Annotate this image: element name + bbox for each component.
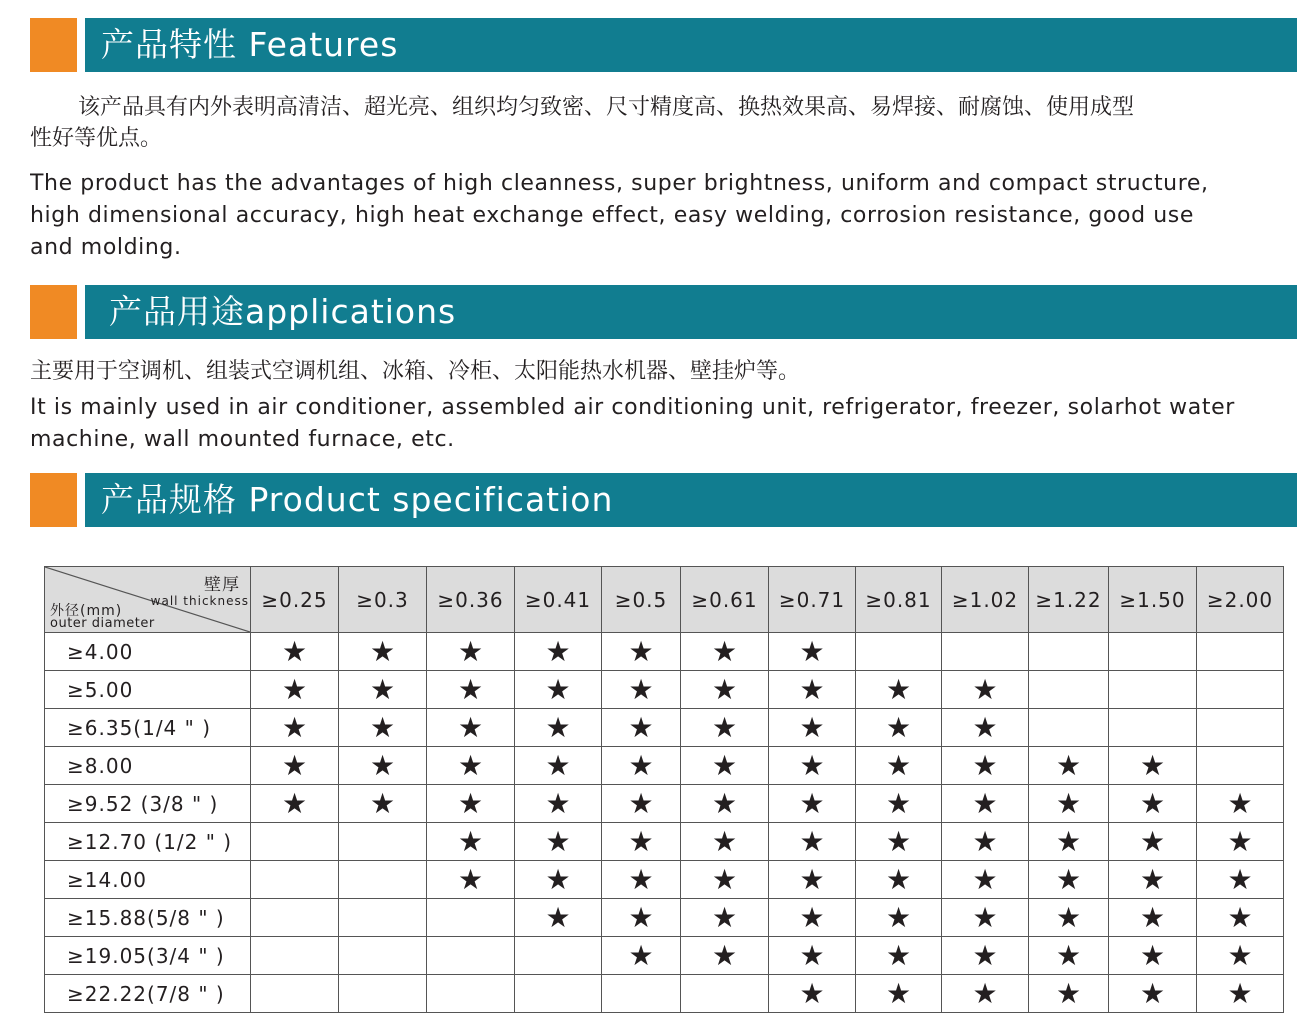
empty-cell [339,899,427,937]
empty-cell [1029,671,1109,709]
table-row [45,937,1284,975]
empty-cell [942,633,1029,671]
empty-cell [427,899,515,937]
empty-cell [1029,633,1109,671]
star-icon: ★ [769,975,856,1013]
star-icon: ★ [769,937,856,975]
empty-cell [1109,709,1197,747]
star-icon: ★ [769,899,856,937]
empty-cell [856,633,942,671]
empty-cell [251,937,339,975]
star-icon: ★ [681,785,769,823]
empty-cell [1197,633,1284,671]
star-icon: ★ [1109,861,1197,899]
wall-thickness-header: ≥0.5 [602,567,681,633]
outer-diameter-cell: ≥14.00 [45,861,251,899]
table-row [45,823,1284,861]
outer-diameter-label-zh: 外径(mm) [50,603,123,619]
features-text-en-line2: high dimensional accuracy, high heat exchange effect, easy welding, corrosion resistance, good use [30,203,1194,228]
star-icon: ★ [769,861,856,899]
empty-cell [515,937,602,975]
star-icon: ★ [856,785,942,823]
star-icon: ★ [515,899,602,937]
outer-diameter-cell: ≥8.00 [45,747,251,785]
outer-diameter-cell: ≥4.00 [45,633,251,671]
wall-thickness-header: ≥2.00 [1197,567,1284,633]
star-icon: ★ [856,899,942,937]
wall-thickness-label-zh: 壁厚 [204,575,240,595]
table-row [45,709,1284,747]
empty-cell [1197,709,1284,747]
star-icon: ★ [856,709,942,747]
star-icon: ★ [339,747,427,785]
star-icon: ★ [251,709,339,747]
features-text-zh-line1: 该产品具有内外表明高清洁、超光亮、组织均匀致密、尺寸精度高、换热效果高、易焊接、耐腐蚀、使用成型 [78,95,1135,120]
empty-cell [1029,709,1109,747]
star-icon: ★ [856,747,942,785]
star-icon: ★ [769,823,856,861]
empty-cell [339,975,427,1013]
empty-cell [1197,671,1284,709]
star-icon: ★ [1029,785,1109,823]
star-icon: ★ [856,671,942,709]
table-row [45,899,1284,937]
empty-cell [251,899,339,937]
star-icon: ★ [515,823,602,861]
star-icon: ★ [427,747,515,785]
empty-cell [1109,633,1197,671]
star-icon: ★ [769,671,856,709]
table-row [45,975,1284,1013]
star-icon: ★ [681,937,769,975]
star-icon: ★ [1197,785,1284,823]
star-icon: ★ [427,709,515,747]
star-icon: ★ [427,823,515,861]
star-icon: ★ [339,785,427,823]
star-icon: ★ [1197,899,1284,937]
outer-diameter-cell: ≥15.88(5/8 " ) [45,899,251,937]
star-icon: ★ [515,709,602,747]
star-icon: ★ [427,671,515,709]
star-icon: ★ [1029,937,1109,975]
features-heading: 产品特性 Features [85,18,1297,72]
outer-diameter-cell: ≥9.52 (3/8 " ) [45,785,251,823]
star-icon: ★ [769,785,856,823]
wall-thickness-header: ≥0.36 [427,567,515,633]
star-icon: ★ [602,709,681,747]
star-icon: ★ [251,785,339,823]
table-row [45,747,1284,785]
star-icon: ★ [681,709,769,747]
empty-cell [251,823,339,861]
empty-cell [339,937,427,975]
orange-accent-block [30,18,77,72]
orange-accent-block [30,473,77,527]
specification-heading: 产品规格 Product specification [85,473,1297,527]
star-icon: ★ [1109,747,1197,785]
star-icon: ★ [339,709,427,747]
star-icon: ★ [251,747,339,785]
star-icon: ★ [602,937,681,975]
empty-cell [427,975,515,1013]
wall-thickness-label-en: wall thickness [150,594,249,608]
star-icon: ★ [856,975,942,1013]
star-icon: ★ [1197,823,1284,861]
star-icon: ★ [1029,823,1109,861]
star-icon: ★ [681,671,769,709]
applications-text-en-line2: machine, wall mounted furnace, etc. [30,427,455,452]
star-icon: ★ [1109,785,1197,823]
star-icon: ★ [1109,937,1197,975]
empty-cell [1197,747,1284,785]
wall-thickness-header: ≥0.25 [251,567,339,633]
star-icon: ★ [427,785,515,823]
star-icon: ★ [942,937,1029,975]
features-text-en-line1: The product has the advantages of high cleanness, super brightness, uniform and compact structure, [30,171,1209,196]
wall-thickness-header: ≥1.22 [1029,567,1109,633]
empty-cell [602,975,681,1013]
star-icon: ★ [942,899,1029,937]
wall-thickness-header: ≥0.61 [681,567,769,633]
empty-cell [1109,671,1197,709]
star-icon: ★ [856,937,942,975]
star-icon: ★ [602,747,681,785]
star-icon: ★ [427,861,515,899]
star-icon: ★ [1197,937,1284,975]
wall-thickness-header: ≥1.02 [942,567,1029,633]
star-icon: ★ [602,633,681,671]
star-icon: ★ [942,861,1029,899]
star-icon: ★ [602,861,681,899]
wall-thickness-header: ≥0.3 [339,567,427,633]
star-icon: ★ [769,633,856,671]
star-icon: ★ [515,671,602,709]
wall-thickness-header: ≥0.41 [515,567,602,633]
table-row [45,633,1284,671]
empty-cell [251,861,339,899]
star-icon: ★ [856,823,942,861]
star-icon: ★ [602,785,681,823]
star-icon: ★ [769,709,856,747]
orange-accent-block [30,285,77,339]
applications-text-zh: 主要用于空调机、组装式空调机组、冰箱、冷柜、太阳能热水机器、壁挂炉等。 [30,359,801,384]
star-icon: ★ [339,633,427,671]
star-icon: ★ [942,747,1029,785]
wall-thickness-header: ≥0.71 [769,567,856,633]
star-icon: ★ [1109,899,1197,937]
star-icon: ★ [681,861,769,899]
star-icon: ★ [681,823,769,861]
star-icon: ★ [602,671,681,709]
specification-table-body [45,633,1284,1013]
star-icon: ★ [1109,975,1197,1013]
outer-diameter-cell: ≥6.35(1/4 " ) [45,709,251,747]
star-icon: ★ [1029,747,1109,785]
star-icon: ★ [515,861,602,899]
empty-cell [427,937,515,975]
outer-diameter-cell: ≥22.22(7/8 " ) [45,975,251,1013]
table-row [45,671,1284,709]
empty-cell [515,975,602,1013]
star-icon: ★ [1197,861,1284,899]
star-icon: ★ [251,633,339,671]
outer-diameter-cell: ≥12.70 (1/2 " ) [45,823,251,861]
outer-diameter-cell: ≥19.05(3/4 " ) [45,937,251,975]
outer-diameter-cell: ≥5.00 [45,671,251,709]
star-icon: ★ [1029,899,1109,937]
features-text-zh-line2: 性好等优点。 [30,126,163,151]
star-icon: ★ [1029,975,1109,1013]
empty-cell [681,975,769,1013]
star-icon: ★ [515,785,602,823]
star-icon: ★ [1109,823,1197,861]
star-icon: ★ [251,671,339,709]
table-corner-cell [45,567,251,633]
star-icon: ★ [339,671,427,709]
star-icon: ★ [942,975,1029,1013]
star-icon: ★ [427,633,515,671]
star-icon: ★ [1197,975,1284,1013]
table-row [45,861,1284,899]
star-icon: ★ [681,633,769,671]
star-icon: ★ [602,823,681,861]
empty-cell [251,975,339,1013]
specification-table [44,566,1284,1013]
table-header-row [45,567,1284,633]
star-icon: ★ [942,671,1029,709]
empty-cell [339,823,427,861]
empty-cell [339,861,427,899]
features-text-en-line3: and molding. [30,235,182,260]
star-icon: ★ [602,899,681,937]
star-icon: ★ [1029,861,1109,899]
applications-text-en-line1: It is mainly used in air conditioner, assembled air conditioning unit, refrigerator, freezer, solarhot water [30,395,1235,420]
wall-thickness-header: ≥0.81 [856,567,942,633]
wall-thickness-header: ≥1.50 [1109,567,1197,633]
star-icon: ★ [681,747,769,785]
star-icon: ★ [856,861,942,899]
star-icon: ★ [515,633,602,671]
star-icon: ★ [769,747,856,785]
table-row [45,785,1284,823]
star-icon: ★ [515,747,602,785]
applications-heading: 产品用途applications [85,285,1297,339]
star-icon: ★ [681,899,769,937]
star-icon: ★ [942,823,1029,861]
star-icon: ★ [942,709,1029,747]
outer-diameter-label-en: outer diameter [50,616,155,631]
star-icon: ★ [942,785,1029,823]
